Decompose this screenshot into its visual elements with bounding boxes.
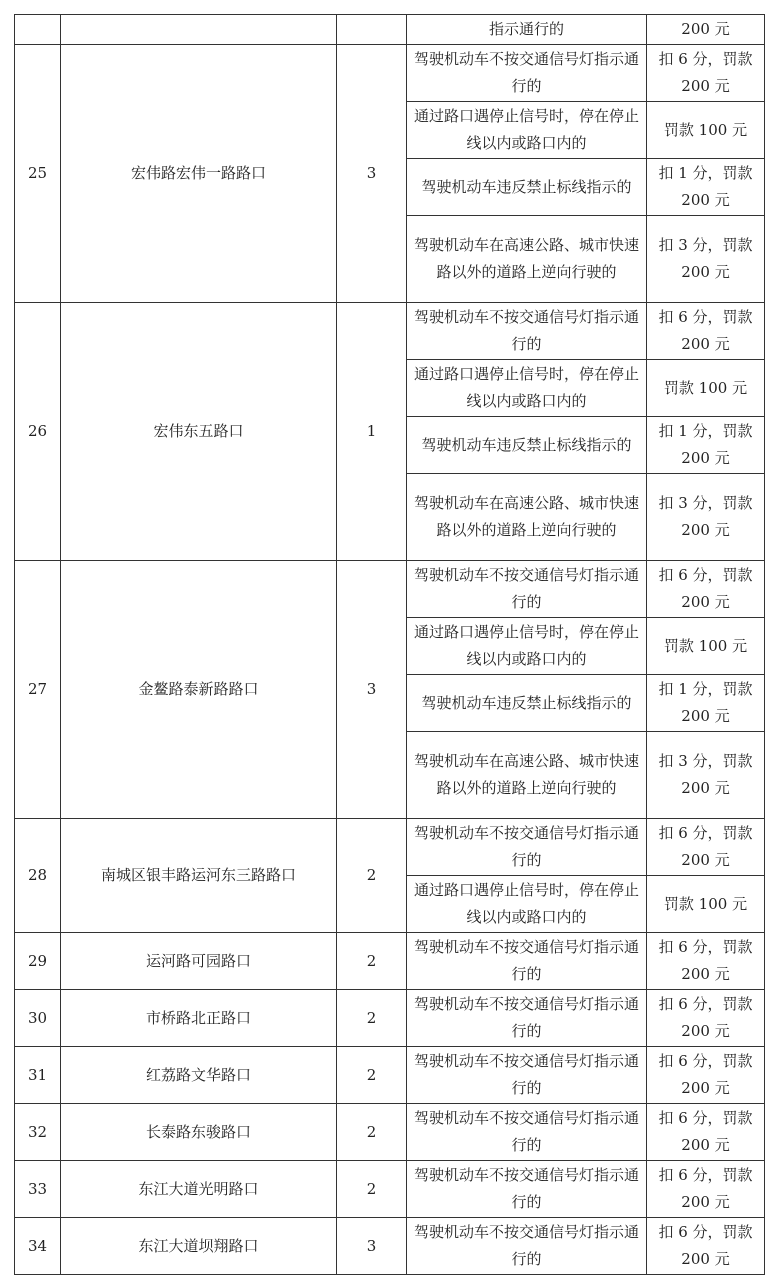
violation-cell: 驾驶机动车不按交通信号灯指示通行的: [407, 45, 647, 102]
penalty-cell: 扣 3 分，罚款 200 元: [647, 732, 765, 819]
location-cell: 东江大道坝翔路口: [61, 1218, 337, 1275]
table-row: [15, 1104, 765, 1161]
penalty-cell: 扣 6 分，罚款 200 元: [647, 933, 765, 990]
violation-cell: 通过路口遇停止信号时，停在停止线以内或路口内的: [407, 618, 647, 675]
violation-cell: 驾驶机动车在高速公路、城市快速路以外的道路上逆向行驶的: [407, 216, 647, 303]
penalty-cell: 扣 3 分，罚款 200 元: [647, 474, 765, 561]
violation-cell: 通过路口遇停止信号时，停在停止线以内或路口内的: [407, 876, 647, 933]
count-cell: [337, 15, 407, 45]
penalty-cell: 扣 6 分，罚款 200 元: [647, 303, 765, 360]
count-cell: 1: [337, 303, 407, 561]
number-cell: 33: [15, 1161, 61, 1218]
violation-table: [14, 14, 765, 1275]
number-cell: 30: [15, 990, 61, 1047]
violation-cell: 驾驶机动车违反禁止标线指示的: [407, 159, 647, 216]
violation-cell: 驾驶机动车不按交通信号灯指示通行的: [407, 1047, 647, 1104]
number-cell: 29: [15, 933, 61, 990]
violation-cell: 驾驶机动车不按交通信号灯指示通行的: [407, 990, 647, 1047]
penalty-cell: 扣 1 分，罚款 200 元: [647, 159, 765, 216]
penalty-cell: 扣 6 分，罚款 200 元: [647, 45, 765, 102]
location-cell: 市桥路北正路口: [61, 990, 337, 1047]
violation-cell: 驾驶机动车在高速公路、城市快速路以外的道路上逆向行驶的: [407, 732, 647, 819]
penalty-cell: 扣 6 分，罚款 200 元: [647, 990, 765, 1047]
table-row: [15, 933, 765, 990]
penalty-cell: 罚款 100 元: [647, 876, 765, 933]
violation-cell: 驾驶机动车不按交通信号灯指示通行的: [407, 1218, 647, 1275]
count-cell: 3: [337, 561, 407, 819]
location-cell: 长泰路东骏路口: [61, 1104, 337, 1161]
location-cell: 东江大道光明路口: [61, 1161, 337, 1218]
violation-cell: 驾驶机动车在高速公路、城市快速路以外的道路上逆向行驶的: [407, 474, 647, 561]
table-row: [15, 303, 765, 360]
violation-cell: 驾驶机动车不按交通信号灯指示通行的: [407, 303, 647, 360]
violation-cell: 驾驶机动车不按交通信号灯指示通行的: [407, 1104, 647, 1161]
location-cell: 宏伟路宏伟一路路口: [61, 45, 337, 303]
count-cell: 2: [337, 933, 407, 990]
count-cell: 2: [337, 990, 407, 1047]
location-cell: 金鳌路泰新路路口: [61, 561, 337, 819]
count-cell: 3: [337, 1218, 407, 1275]
penalty-cell: 扣 6 分，罚款 200 元: [647, 819, 765, 876]
violation-cell: 驾驶机动车不按交通信号灯指示通行的: [407, 561, 647, 618]
penalty-cell: 扣 6 分，罚款 200 元: [647, 1161, 765, 1218]
number-cell: 27: [15, 561, 61, 819]
table-row: [15, 819, 765, 876]
location-cell: [61, 15, 337, 45]
penalty-cell: 罚款 100 元: [647, 102, 765, 159]
penalty-cell: 罚款 100 元: [647, 618, 765, 675]
number-cell: 32: [15, 1104, 61, 1161]
table-row: [15, 561, 765, 618]
violation-cell: 通过路口遇停止信号时，停在停止线以内或路口内的: [407, 360, 647, 417]
penalty-cell: 扣 6 分，罚款 200 元: [647, 1104, 765, 1161]
penalty-cell: 扣 1 分，罚款 200 元: [647, 675, 765, 732]
count-cell: 2: [337, 819, 407, 933]
location-cell: 红荔路文华路口: [61, 1047, 337, 1104]
count-cell: 2: [337, 1047, 407, 1104]
penalty-cell: 扣 1 分，罚款 200 元: [647, 417, 765, 474]
number-cell: 31: [15, 1047, 61, 1104]
violation-cell: 驾驶机动车违反禁止标线指示的: [407, 417, 647, 474]
violation-cell: 驾驶机动车违反禁止标线指示的: [407, 675, 647, 732]
location-cell: 南城区银丰路运河东三路路口: [61, 819, 337, 933]
table-row: [15, 1218, 765, 1275]
count-cell: 2: [337, 1161, 407, 1218]
penalty-cell: 罚款 100 元: [647, 360, 765, 417]
penalty-cell: 200 元: [647, 15, 765, 45]
table-row: [15, 15, 765, 45]
table-row: [15, 1161, 765, 1218]
number-cell: [15, 15, 61, 45]
table-row: [15, 45, 765, 102]
penalty-cell: 扣 6 分，罚款 200 元: [647, 1218, 765, 1275]
penalty-cell: 扣 6 分，罚款 200 元: [647, 1047, 765, 1104]
number-cell: 34: [15, 1218, 61, 1275]
number-cell: 26: [15, 303, 61, 561]
count-cell: 3: [337, 45, 407, 303]
count-cell: 2: [337, 1104, 407, 1161]
penalty-cell: 扣 3 分，罚款 200 元: [647, 216, 765, 303]
violation-cell: 驾驶机动车不按交通信号灯指示通行的: [407, 933, 647, 990]
number-cell: 28: [15, 819, 61, 933]
location-cell: 宏伟东五路口: [61, 303, 337, 561]
violation-cell: 通过路口遇停止信号时，停在停止线以内或路口内的: [407, 102, 647, 159]
location-cell: 运河路可园路口: [61, 933, 337, 990]
penalty-cell: 扣 6 分，罚款 200 元: [647, 561, 765, 618]
number-cell: 25: [15, 45, 61, 303]
table-row: [15, 990, 765, 1047]
table-row: [15, 1047, 765, 1104]
violation-cell: 指示通行的: [407, 15, 647, 45]
violation-cell: 驾驶机动车不按交通信号灯指示通行的: [407, 819, 647, 876]
violation-cell: 驾驶机动车不按交通信号灯指示通行的: [407, 1161, 647, 1218]
